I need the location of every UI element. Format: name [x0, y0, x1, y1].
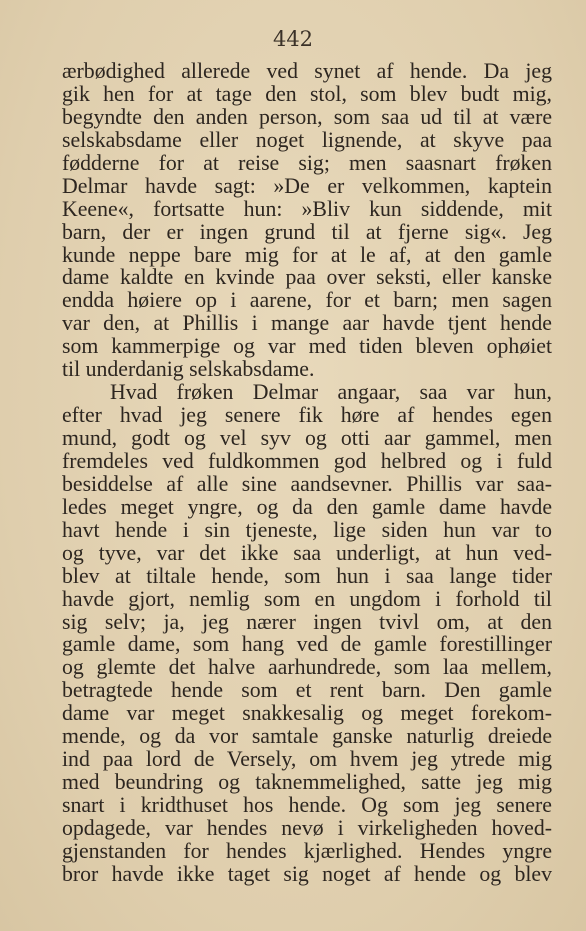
text-line: besiddelse af alle sine aandsevner. Phillis var saa-	[62, 471, 552, 496]
text-line: havt hende i sin tjeneste, lige siden hun var to	[62, 517, 552, 542]
text-line: endda høiere op i aarene, for et barn; men sagen	[62, 288, 552, 313]
text-line: som kammerpige og var med tiden bleven ophøiet	[62, 334, 552, 359]
text-line: og glemte det halve aarhundrede, som laa mellem,	[62, 655, 552, 680]
text-line: mende, og da vor samtale ganske naturlig dreiede	[62, 724, 552, 749]
text-line: efter hvad jeg senere fik høre af hendes egen	[62, 403, 552, 428]
text-line: havde gjort, nemlig som en ungdom i forhold til	[62, 586, 552, 611]
text-line: dame var meget snakkesalig og meget forekom-	[62, 701, 552, 726]
text-line: blev at tiltale hende, som hun i saa lange tider	[62, 563, 552, 588]
text-line: Delmar havde sagt: »De er velkommen, kaptein	[62, 173, 552, 198]
text-line: barn, der er ingen grund til at fjerne sig«. Jeg	[62, 219, 552, 244]
text-line: gik hen for at tage den stol, som blev budt mig,	[62, 81, 552, 106]
text-line: dame kaldte en kvinde paa over seksti, eller kanske	[62, 265, 552, 290]
text-line: med beundring og taknemmelighed, satte jeg mig	[62, 770, 552, 795]
text-line: gjenstanden for hendes kjærlighed. Hendes yngre	[62, 838, 552, 863]
text-line: Hvad frøken Delmar angaar, saa var hun,	[110, 380, 552, 405]
text-line: ledes meget yngre, og da den gamle dame havde	[62, 494, 552, 519]
text-line: gamle dame, som hang ved de gamle forestillinger	[62, 632, 552, 657]
text-line: betragtede hende som et rent barn. Den gamle	[62, 678, 552, 703]
body-text	[62, 60, 552, 886]
text-line: Keene«, fortsatte hun: »Bliv kun siddende, mit	[62, 196, 552, 221]
text-line: bror havde ikke taget sig noget af hende og blev	[62, 861, 552, 886]
text-line: fødderne for at reise sig; men saasnart frøken	[62, 150, 552, 175]
text-line: ærbødighed allerede ved synet af hende. Da jeg	[62, 59, 552, 83]
text-line: var den, at Phillis i mange aar havde tjent hende	[62, 311, 552, 336]
text-line: fremdeles ved fuldkommen god helbred og i fuld	[62, 448, 552, 473]
page-number: 442	[272, 27, 314, 51]
text-line: til underdanig selskabsdame.	[62, 357, 315, 382]
text-line: snart i kridthuset hos hende. Og som jeg senere	[62, 793, 552, 817]
text-line: begyndte den anden person, som saa ud til at være	[62, 104, 552, 129]
text-line: ind paa lord de Versely, om hvem jeg ytrede mig	[62, 747, 552, 772]
text-line: og tyve, var det ikke saa underligt, at hun ved-	[62, 540, 552, 565]
text-line: kunde neppe bare mig for at le af, at den gamle	[62, 242, 552, 267]
text-line: opdagede, var hendes nevø i virkeligheden hoved-	[62, 815, 552, 840]
text-line: selskabsdame eller noget lignende, at skyve paa	[62, 127, 552, 152]
text-line: mund, godt og vel syv og otti aar gammel, men	[62, 426, 552, 450]
text-line: sig selv; ja, jeg nærer ingen tvivl om, at den	[62, 609, 552, 634]
